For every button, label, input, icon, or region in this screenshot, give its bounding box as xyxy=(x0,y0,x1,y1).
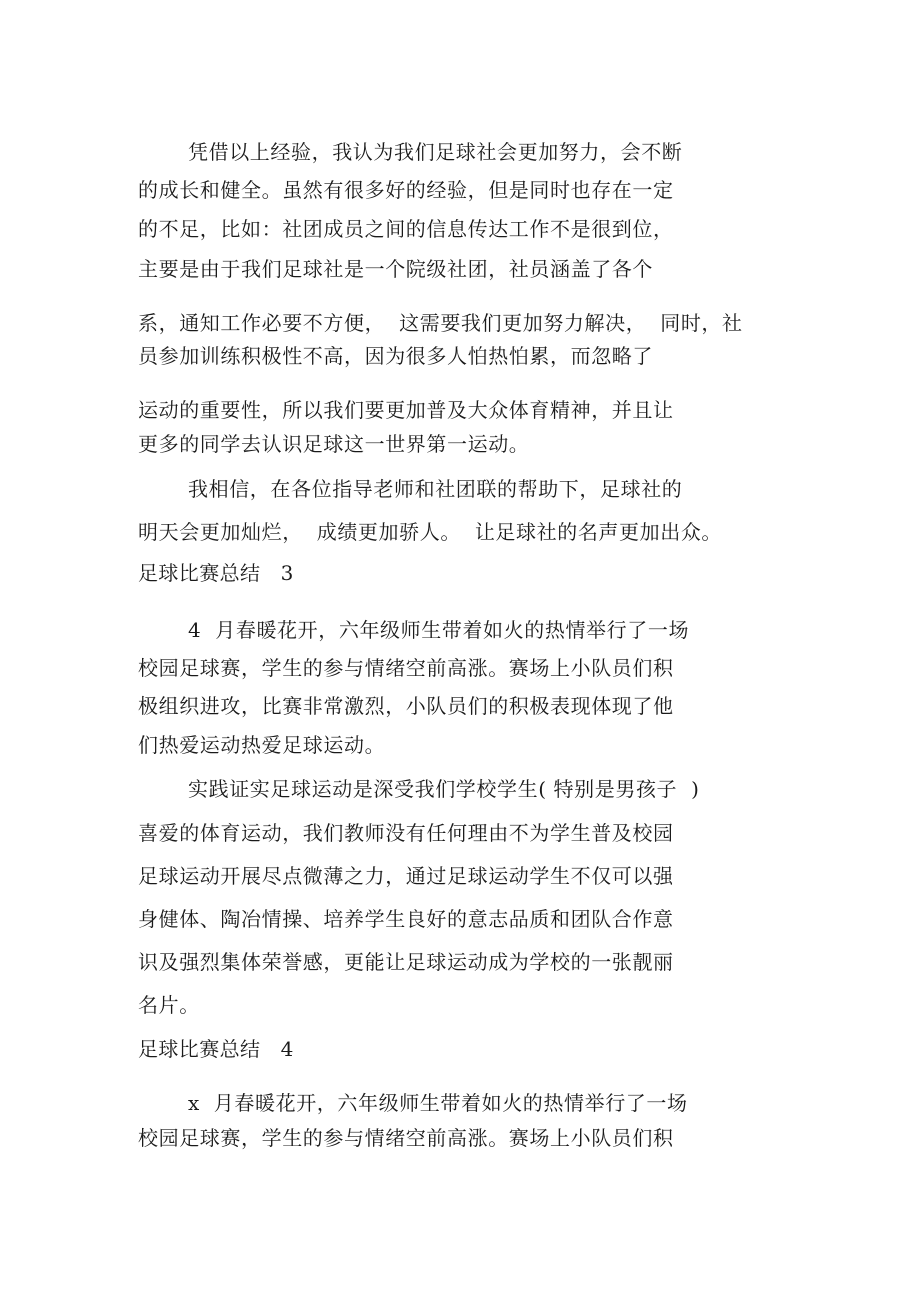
paragraph-4-line-3: 足球运动开展尽点微薄之力，通过足球运动学生不仅可以强 xyxy=(138,864,674,888)
paragraph-4-line-2: 喜爱的体育运动，我们教师没有任何理由不为学生普及校园 xyxy=(138,821,674,845)
paragraph-1-line-8: 更多的同学去认识足球这一世界第一运动。 xyxy=(138,432,530,456)
paragraph-1-line-5: 系，通知工作必要不方便， 这需要我们更加努力解决， 同时，社 xyxy=(138,311,743,335)
paragraph-1-line-4: 主要是由于我们足球社是一个院级社团，社员涵盖了各个 xyxy=(138,257,653,281)
paragraph-4-line-1: 实践证实足球运动是深受我们学校学生( 特别是男孩子 ) xyxy=(188,777,700,801)
paragraph-2-line-2: 明天会更加灿烂， 成绩更加骄人。 让足球社的名声更加出众。 xyxy=(138,520,723,544)
paragraph-1-line-6: 员参加训练积极性不高，因为很多人怕热怕累，而忽略了 xyxy=(138,344,653,368)
paragraph-3-line-1: 4 月春暖花开，六年级师生带着如火的热情举行了一场 xyxy=(188,618,690,642)
paragraph-5-line-1: x 月春暖花开，六年级师生带着如火的热情举行了一场 xyxy=(188,1091,688,1115)
paragraph-3-line-3: 极组织进攻，比赛非常激烈，小队员们的积极表现体现了他 xyxy=(138,694,674,718)
section-heading-3: 足球比赛总结 3 xyxy=(138,561,294,585)
paragraph-4-line-4: 身健体、陶冶情操、培养学生良好的意志品质和团队合作意 xyxy=(138,907,674,931)
paragraph-2-line-1: 我相信，在各位指导老师和社团联的帮助下，足球社的 xyxy=(188,477,683,501)
paragraph-4-line-5: 识及强烈集体荣誉感，更能让足球运动成为学校的一张靓丽 xyxy=(138,950,674,974)
paragraph-1-line-1: 凭借以上经验，我认为我们足球社会更加努力，会不断 xyxy=(188,140,683,164)
section-heading-4: 足球比赛总结 4 xyxy=(138,1037,294,1061)
paragraph-3-line-2: 校园足球赛，学生的参与情绪空前高涨。赛场上小队员们积 xyxy=(138,656,674,680)
paragraph-5-line-2: 校园足球赛，学生的参与情绪空前高涨。赛场上小队员们积 xyxy=(138,1126,674,1150)
paragraph-1-line-2: 的成长和健全。虽然有很多好的经验，但是同时也存在一定 xyxy=(138,178,674,202)
paragraph-1-line-7: 运动的重要性，所以我们要更加普及大众体育精神，并且让 xyxy=(138,398,674,422)
paragraph-3-line-4: 们热爱运动热爱足球运动。 xyxy=(138,733,386,757)
paragraph-4-line-6: 名片。 xyxy=(138,993,200,1017)
paragraph-1-line-3: 的不足，比如：社团成员之间的信息传达工作不是很到位， xyxy=(138,217,674,241)
